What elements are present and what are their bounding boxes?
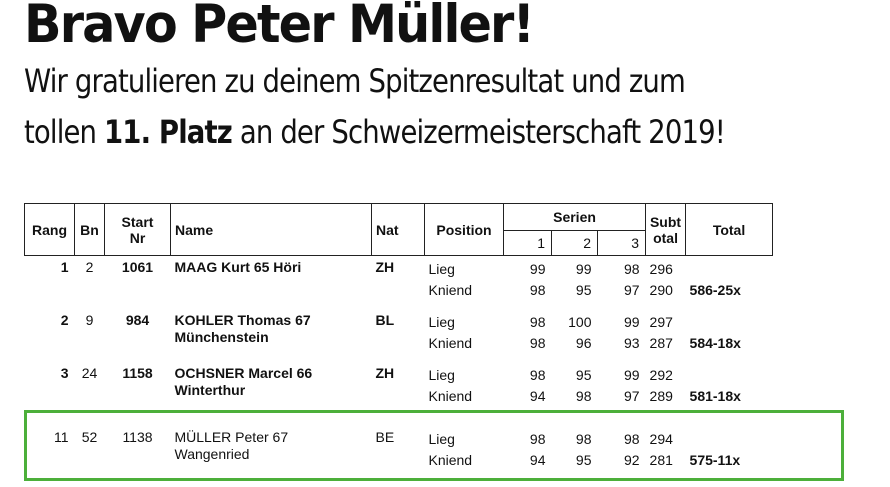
subtotal-cell: 296	[649, 260, 673, 277]
nat-cell: BL	[375, 312, 395, 328]
start-nr-cell: 984	[125, 312, 150, 328]
name-cell	[171, 362, 372, 406]
nat-cell: BE	[375, 429, 395, 445]
bn-cell: 24	[81, 365, 98, 381]
subtotal-cell: 297	[649, 313, 673, 330]
start-nr-cell: 1061	[121, 259, 154, 275]
col-header-rang: Rang	[25, 204, 75, 256]
serie-2-cell: 98	[575, 430, 592, 447]
col-header-subtotal-line-1: Subt	[649, 213, 682, 230]
nat-cell: ZH	[375, 259, 395, 275]
total-cell-empty	[686, 309, 773, 332]
subheadline-line-2	[24, 113, 725, 151]
start-nr-cell: 1158	[122, 365, 153, 381]
total-cell: 586-25x	[689, 281, 741, 298]
rang-cell: 3	[60, 365, 69, 381]
serie-2-cell: 95	[575, 366, 592, 383]
serie-3-cell: 92	[623, 451, 640, 468]
position-cell: Lieg	[428, 366, 455, 383]
serie-2-cell: 95	[575, 281, 592, 298]
subheadline-text-before: tollen	[24, 113, 105, 151]
col-header-bn: Bn	[75, 204, 105, 256]
serie-2-cell: 100	[568, 313, 592, 330]
col-header-position: Position	[425, 204, 504, 256]
col-header-subtotal-line-2: otal	[653, 229, 678, 246]
serie-1-cell: 99	[529, 260, 546, 277]
col-header-serie-2: 2	[552, 231, 598, 256]
athlete-name: OCHSNER Marcel 66	[174, 365, 313, 381]
position-cell: Lieg	[428, 260, 455, 277]
rang-cell: 1	[60, 259, 69, 275]
position-cell: Lieg	[428, 430, 455, 447]
serie-2-cell: 96	[575, 334, 592, 351]
result-group	[25, 362, 773, 406]
table-row	[25, 362, 773, 385]
athlete-town: Münchenstein	[174, 329, 269, 345]
bn-cell: 52	[81, 429, 98, 445]
serie-3-cell: 98	[623, 260, 640, 277]
col-header-start-nr	[105, 204, 171, 256]
highlight-frame	[24, 410, 844, 481]
serie-2-cell: 98	[575, 387, 592, 404]
total-cell: 584-18x	[689, 334, 741, 351]
serie-3-cell: 99	[623, 366, 640, 383]
subheadline-text-after: an der Schweizermeisterschaft 2019!	[231, 113, 725, 151]
subtotal-cell: 287	[649, 334, 673, 351]
serie-2-cell: 95	[575, 451, 592, 468]
position-cell: Kniend	[428, 451, 473, 468]
athlete-town: Wangenried	[174, 446, 250, 462]
serie-1-cell: 98	[529, 313, 546, 330]
serie-1-cell: 94	[529, 451, 546, 468]
col-header-start-nr-line-2: Nr	[129, 229, 146, 246]
rang-cell: 11	[53, 429, 69, 445]
serie-1-cell: 98	[529, 334, 546, 351]
result-group	[25, 256, 773, 301]
serie-1-cell: 98	[529, 366, 546, 383]
col-header-serie-3: 3	[598, 231, 646, 256]
col-header-nat: Nat	[372, 204, 425, 256]
table-row	[25, 309, 773, 332]
table-row	[25, 256, 773, 280]
position-cell: Kniend	[428, 387, 473, 404]
serie-3-cell: 99	[623, 313, 640, 330]
total-cell: 575-11x	[689, 451, 741, 468]
col-header-serie-1: 1	[504, 231, 552, 256]
position-cell: Lieg	[428, 313, 455, 330]
athlete-name: KOHLER Thomas 67	[174, 312, 311, 328]
serie-1-cell: 94	[529, 387, 546, 404]
serie-3-cell: 97	[623, 387, 640, 404]
serie-3-cell: 93	[623, 334, 640, 351]
serie-1-cell: 98	[529, 430, 546, 447]
nat-cell: ZH	[375, 365, 395, 381]
serie-2-cell: 99	[575, 260, 592, 277]
serie-3-cell: 98	[623, 430, 640, 447]
position-cell: Kniend	[428, 334, 473, 351]
col-header-subtotal	[646, 204, 686, 256]
col-header-name: Name	[171, 204, 372, 256]
athlete-town: Winterthur	[174, 382, 246, 398]
rang-cell: 2	[60, 312, 69, 328]
name-cell	[171, 309, 372, 353]
total-cell-empty	[686, 362, 773, 385]
subtotal-cell: 294	[649, 430, 673, 447]
athlete-name: MÜLLER Peter 67	[174, 429, 289, 445]
result-group	[25, 309, 773, 353]
serie-1-cell: 98	[529, 281, 546, 298]
total-cell: 581-18x	[689, 387, 741, 404]
placement-highlight: 11. Platz	[104, 113, 232, 151]
bn-cell: 9	[85, 312, 94, 328]
subtotal-cell: 281	[649, 451, 673, 468]
subtotal-cell: 289	[649, 387, 673, 404]
col-header-total: Total	[686, 204, 773, 256]
athlete-name: MAAG Kurt 65 Höri	[174, 259, 302, 275]
position-cell: Kniend	[428, 281, 473, 298]
name-cell	[171, 256, 372, 301]
subtotal-cell: 290	[649, 281, 673, 298]
col-header-serien: Serien	[504, 204, 646, 231]
subtotal-cell: 292	[649, 366, 673, 383]
start-nr-cell: 1138	[122, 429, 153, 445]
headline: Bravo Peter Müller!	[24, 0, 534, 55]
table-header	[25, 204, 773, 256]
bn-cell: 2	[85, 259, 94, 275]
serie-3-cell: 97	[623, 281, 640, 298]
subheadline-line-1: Wir gratulieren zu deinem Spitzenresultat und zum	[24, 62, 685, 100]
col-header-start-nr-line-1: Start	[121, 213, 154, 230]
total-cell-empty	[686, 256, 773, 280]
